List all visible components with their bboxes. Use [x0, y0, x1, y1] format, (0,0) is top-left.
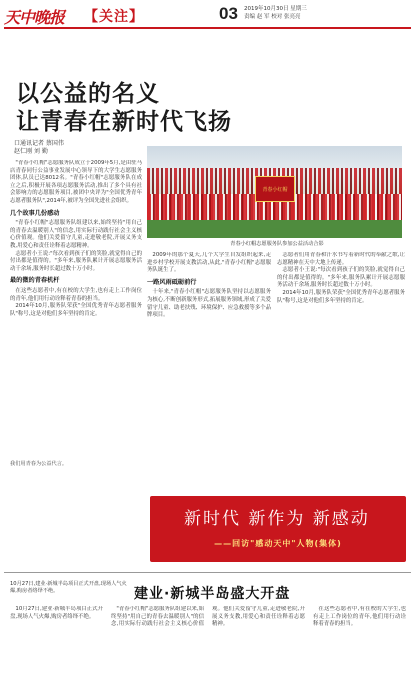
article-column-left [10, 160, 142, 456]
photo-banner [255, 176, 295, 202]
byline-line-1: 口通讯记者 蔡国伟 [14, 140, 64, 147]
article-column-middle [147, 252, 271, 488]
bottom-para-1: 10月27日,建业·新城半岛项目正式开盘,现场人气火爆,购房者络绎不绝。 [10, 606, 103, 620]
quote-text: 我们用青春为公益代言。 [10, 461, 68, 467]
subhead-2: 最的微的青春机杆 [10, 277, 60, 285]
date-line: 2019年10月30日 星期三 [244, 6, 307, 12]
right-para-1: 志愿者们用青春和汗水书写着新时代的奉献之歌,让志愿精神在天中大地上传递。 [277, 252, 405, 266]
photo-banner-text: 青春小红帽 [262, 187, 288, 193]
page-number: 03 [219, 4, 238, 23]
article-para-1: "青春小红帽"志愿服务队组建以来,始终坚持"用自己的青春去温暖别人"的信念,用实际行动践行社会主义核心价值观。他们关爱留守儿童,走进敬老院,开展义务支教,用爱心和责任诠释着志愿精神。 [10, 220, 142, 249]
newspaper-logo: 天中晚报 [4, 8, 65, 27]
slogan-sub: ——回访"感动天中"人物(集体) [214, 539, 342, 548]
article-para-3: 在这些志愿者中,有在校的大学生,也有走上工作岗位的青年,他们用行动诠释着青春的担当。 [10, 287, 142, 302]
date-block [244, 5, 404, 21]
right-para-2: 志愿者小王说:"每次看到孩子们的笑脸,就觉得自己的付出都是值得的。"多年来,服务队累计开展志愿服务活动千余场,服务时长超过数十万小时。 [277, 267, 405, 289]
slogan-main: 新时代 新作为 新感动 [184, 509, 370, 529]
article-lead: "青春小红帽"志愿服务队成立于2009年5月,是由驻马店青春同行公益事业发展中心领导下的大学生志愿服务团体,队员已达8012名。"青春小红帽"志愿服务队在成立之后,积极开展各项志愿服务活动,推出了多个具有社会影响力的志愿服务项目,被团中央评为"全国优秀青年志愿者服务队",2014年,被评为全国先进社会组织。 [10, 160, 142, 204]
bottom-article-body [10, 606, 406, 672]
headline-line-2: 让青春在新时代飞扬 [16, 109, 232, 135]
masthead-rule [4, 27, 411, 29]
byline [14, 140, 64, 156]
bottom-divider [4, 572, 411, 573]
slogan-banner [150, 496, 406, 562]
byline-line-2: 赵仁刚 刘 勤 [14, 148, 48, 155]
bottom-para-3: 在这些志愿者中,有在校的大学生,也有走上工作岗位的青年,他们用行动诠释着青春的担当。 [313, 606, 406, 628]
bottom-lead: 10月27日,建业·新城半岛项目正式开盘,现场人气火爆,购房者络绎不绝。 [10, 581, 127, 595]
bottom-headline: 建业·新城半岛盛大开盘 [134, 586, 291, 602]
middle-para-2: 十年来,"青春小红帽"志愿服务队坚持以志愿服务为核心,不断创新服务形式,拓展服务领域,形成了关爱留守儿童、助老扶残、环境保护、应急救援等多个品牌项目。 [147, 289, 271, 319]
photo-grass [147, 220, 402, 238]
bottom-para-2: "青春小红帽"志愿服务队组建以来,始终坚持"用自己的青春去温暖别人"的信念,用实际行动践行社会主义核心价值观。他们关爱留守儿童,走进敬老院,开展义务支教,用爱心和责任诠释着志愿精神。 [111, 606, 305, 628]
subhead-1: 几个故事几份感动 [10, 209, 60, 217]
section-label: 【关注】 [84, 9, 144, 25]
right-para-3: 2014年10月,服务队荣获"全国优秀青年志愿者服务队"称号,这是对他们多年坚持的肯定。 [277, 289, 405, 304]
group-photo [147, 146, 402, 238]
page-headline [16, 80, 232, 136]
headline-line-1: 以公益的名义 [16, 81, 160, 107]
masthead [4, 3, 411, 29]
middle-subhead: 一路风雨砥砺前行 [147, 278, 197, 286]
article-para-2: 志愿者小王说:"每次看到孩子们的笑脸,就觉得自己的付出都是值得的。"多年来,服务队累计开展志愿服务活动千余场,服务时长超过数十万小时。 [10, 250, 142, 272]
middle-para-1: 2009年的那个夏天,几个大学生自发组织起来,走进乡村学校开展支教活动,从此,"青春小红帽"志愿服务队诞生了。 [147, 252, 271, 274]
article-column-right [277, 252, 405, 488]
article-para-4: 2014年10月,服务队荣获"全国优秀青年志愿者服务队"称号,这是对他们多年坚持的肯定。 [10, 303, 142, 317]
editors-line: 责编 赵 军 校对 张亮亮 [244, 14, 301, 20]
photo-caption: 青春小红帽志愿服务队参加公益活动合影 [230, 241, 324, 247]
